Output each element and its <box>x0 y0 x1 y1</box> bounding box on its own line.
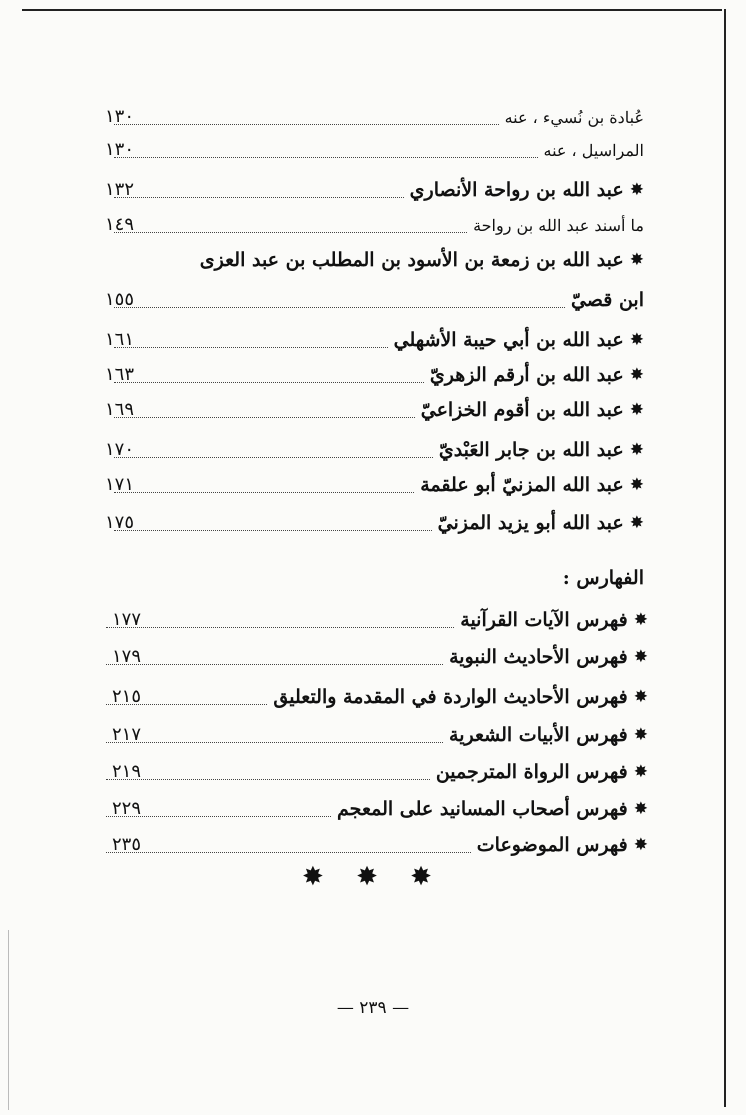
index-entry-title: فهرس الأحاديث النبوية <box>449 646 628 668</box>
dot-leader <box>114 346 388 348</box>
index-entry-title: فهرس الموضوعات <box>476 834 628 856</box>
index-entry <box>100 640 648 674</box>
toc-entry <box>108 506 644 540</box>
toc-page-number: ١٤٩ <box>105 214 135 235</box>
toc-entry-title: عبد الله بن أقوم الخزاعيّ <box>420 399 624 421</box>
toc-entry-title: عبد الله أبو يزيد المزنيّ <box>437 512 624 534</box>
toc-entry <box>108 243 644 277</box>
dot-leader <box>114 381 424 383</box>
toc-entry <box>108 133 644 167</box>
index-entry-title: فهرس الرواة المترجمين <box>435 761 628 783</box>
index-page-number: ٢١٩ <box>112 761 142 782</box>
right-border <box>724 9 726 1107</box>
dot-leader <box>114 529 432 531</box>
star-bullet-icon: ✸ <box>629 365 644 385</box>
star-bullet-icon: ✸ <box>633 647 648 667</box>
index-page-number: ٢٣٥ <box>112 834 142 855</box>
index-entry-title: فهرس الأبيات الشعرية <box>449 724 628 746</box>
toc-page-number: ١٦٩ <box>105 399 135 420</box>
toc-entry-title: عبد الله بن رواحة الأنصاري <box>409 179 624 201</box>
index-entry-title: فهرس الأحاديث الواردة في المقدمة والتعليق <box>273 686 628 708</box>
decorative-stars: ✸ ✸ ✸ <box>302 862 444 892</box>
index-entry <box>100 718 648 752</box>
page-number: — ٢٣٩ — <box>336 998 410 1018</box>
top-border <box>22 9 722 11</box>
index-page-number: ١٧٧ <box>112 609 142 630</box>
index-entry <box>100 755 648 789</box>
star-bullet-icon: ✸ <box>629 475 644 495</box>
star-bullet-icon: ✸ <box>629 330 644 350</box>
toc-entry <box>108 100 644 134</box>
dot-leader <box>114 456 433 458</box>
index-page-number: ٢٢٩ <box>112 798 142 819</box>
star-bullet-icon: ✸ <box>633 687 648 707</box>
dot-leader <box>114 491 414 493</box>
toc-entry <box>108 173 644 207</box>
toc-page-number: ١٣٠ <box>105 106 135 127</box>
index-entry <box>100 680 648 714</box>
dot-leader <box>106 741 443 743</box>
toc-page-number: ١٦٣ <box>105 364 135 385</box>
dot-leader <box>114 306 565 308</box>
toc-entry-title: عُبادة بن نُسيء ، عنه <box>504 107 644 127</box>
index-entry-title: فهرس الآيات القرآنية <box>460 609 628 631</box>
indexes-heading: الفهارس : <box>562 567 644 589</box>
star-bullet-icon: ✸ <box>633 762 648 782</box>
star-bullet-icon: ✸ <box>633 799 648 819</box>
dot-leader <box>106 663 443 665</box>
toc-entry-title: عبد الله المزنيّ أبو علقمة <box>420 474 624 496</box>
star-bullet-icon: ✸ <box>629 513 644 533</box>
index-page-number: ١٧٩ <box>112 646 142 667</box>
toc-page-number: ١٧١ <box>105 474 135 495</box>
toc-page-number: ١٧٠ <box>105 439 135 460</box>
dot-leader <box>114 196 404 198</box>
toc-page-number: ١٦١ <box>105 329 135 350</box>
index-entry <box>100 792 648 826</box>
toc-entry <box>108 433 644 467</box>
star-bullet-icon: ✸ <box>629 400 644 420</box>
toc-entry-title: عبد الله بن زمعة بن الأسود بن المطلب بن عبد العزى <box>199 249 624 271</box>
dot-leader <box>106 851 471 853</box>
toc-page-number: ١٥٥ <box>105 289 135 310</box>
index-page-number: ٢١٥ <box>112 686 142 707</box>
index-entry <box>100 603 648 637</box>
dot-leader <box>106 626 454 628</box>
toc-entry-title: ما أسند عبد الله بن رواحة <box>473 215 644 235</box>
dot-leader <box>114 156 538 158</box>
index-entry <box>100 828 648 862</box>
index-entry-title: فهرس أصحاب المسانيد على المعجم <box>337 798 628 820</box>
star-bullet-icon: ✸ <box>629 250 644 270</box>
toc-entry-title: عبد الله بن أرقم الزهريّ <box>429 364 624 386</box>
toc-page-number: ١٧٥ <box>105 512 135 533</box>
toc-entry-title: عبد الله بن أبي حيبة الأشهلي <box>393 329 624 351</box>
toc-entry <box>108 208 644 242</box>
toc-entry-title: المراسيل ، عنه <box>543 140 644 160</box>
dot-leader <box>114 231 467 233</box>
toc-entry-title: عبد الله بن جابر العَبْديّ <box>438 439 624 461</box>
toc-page-number: ١٣٢ <box>105 179 135 200</box>
dot-leader <box>106 778 430 780</box>
star-bullet-icon: ✸ <box>633 610 648 630</box>
toc-entry <box>108 393 644 427</box>
toc-entry <box>108 358 644 392</box>
toc-entry <box>108 468 644 502</box>
toc-entry-title: ابن قصيّ <box>570 289 644 311</box>
star-bullet-icon: ✸ <box>633 725 648 745</box>
toc-entry <box>108 283 644 317</box>
toc-page-number: ١٣٠ <box>105 139 135 160</box>
dot-leader <box>114 416 415 418</box>
toc-entry <box>108 323 644 357</box>
star-bullet-icon: ✸ <box>629 180 644 200</box>
left-edge-mark <box>8 930 9 1110</box>
dot-leader <box>114 123 499 125</box>
index-page-number: ٢١٧ <box>112 724 142 745</box>
star-bullet-icon: ✸ <box>633 835 648 855</box>
star-bullet-icon: ✸ <box>629 440 644 460</box>
